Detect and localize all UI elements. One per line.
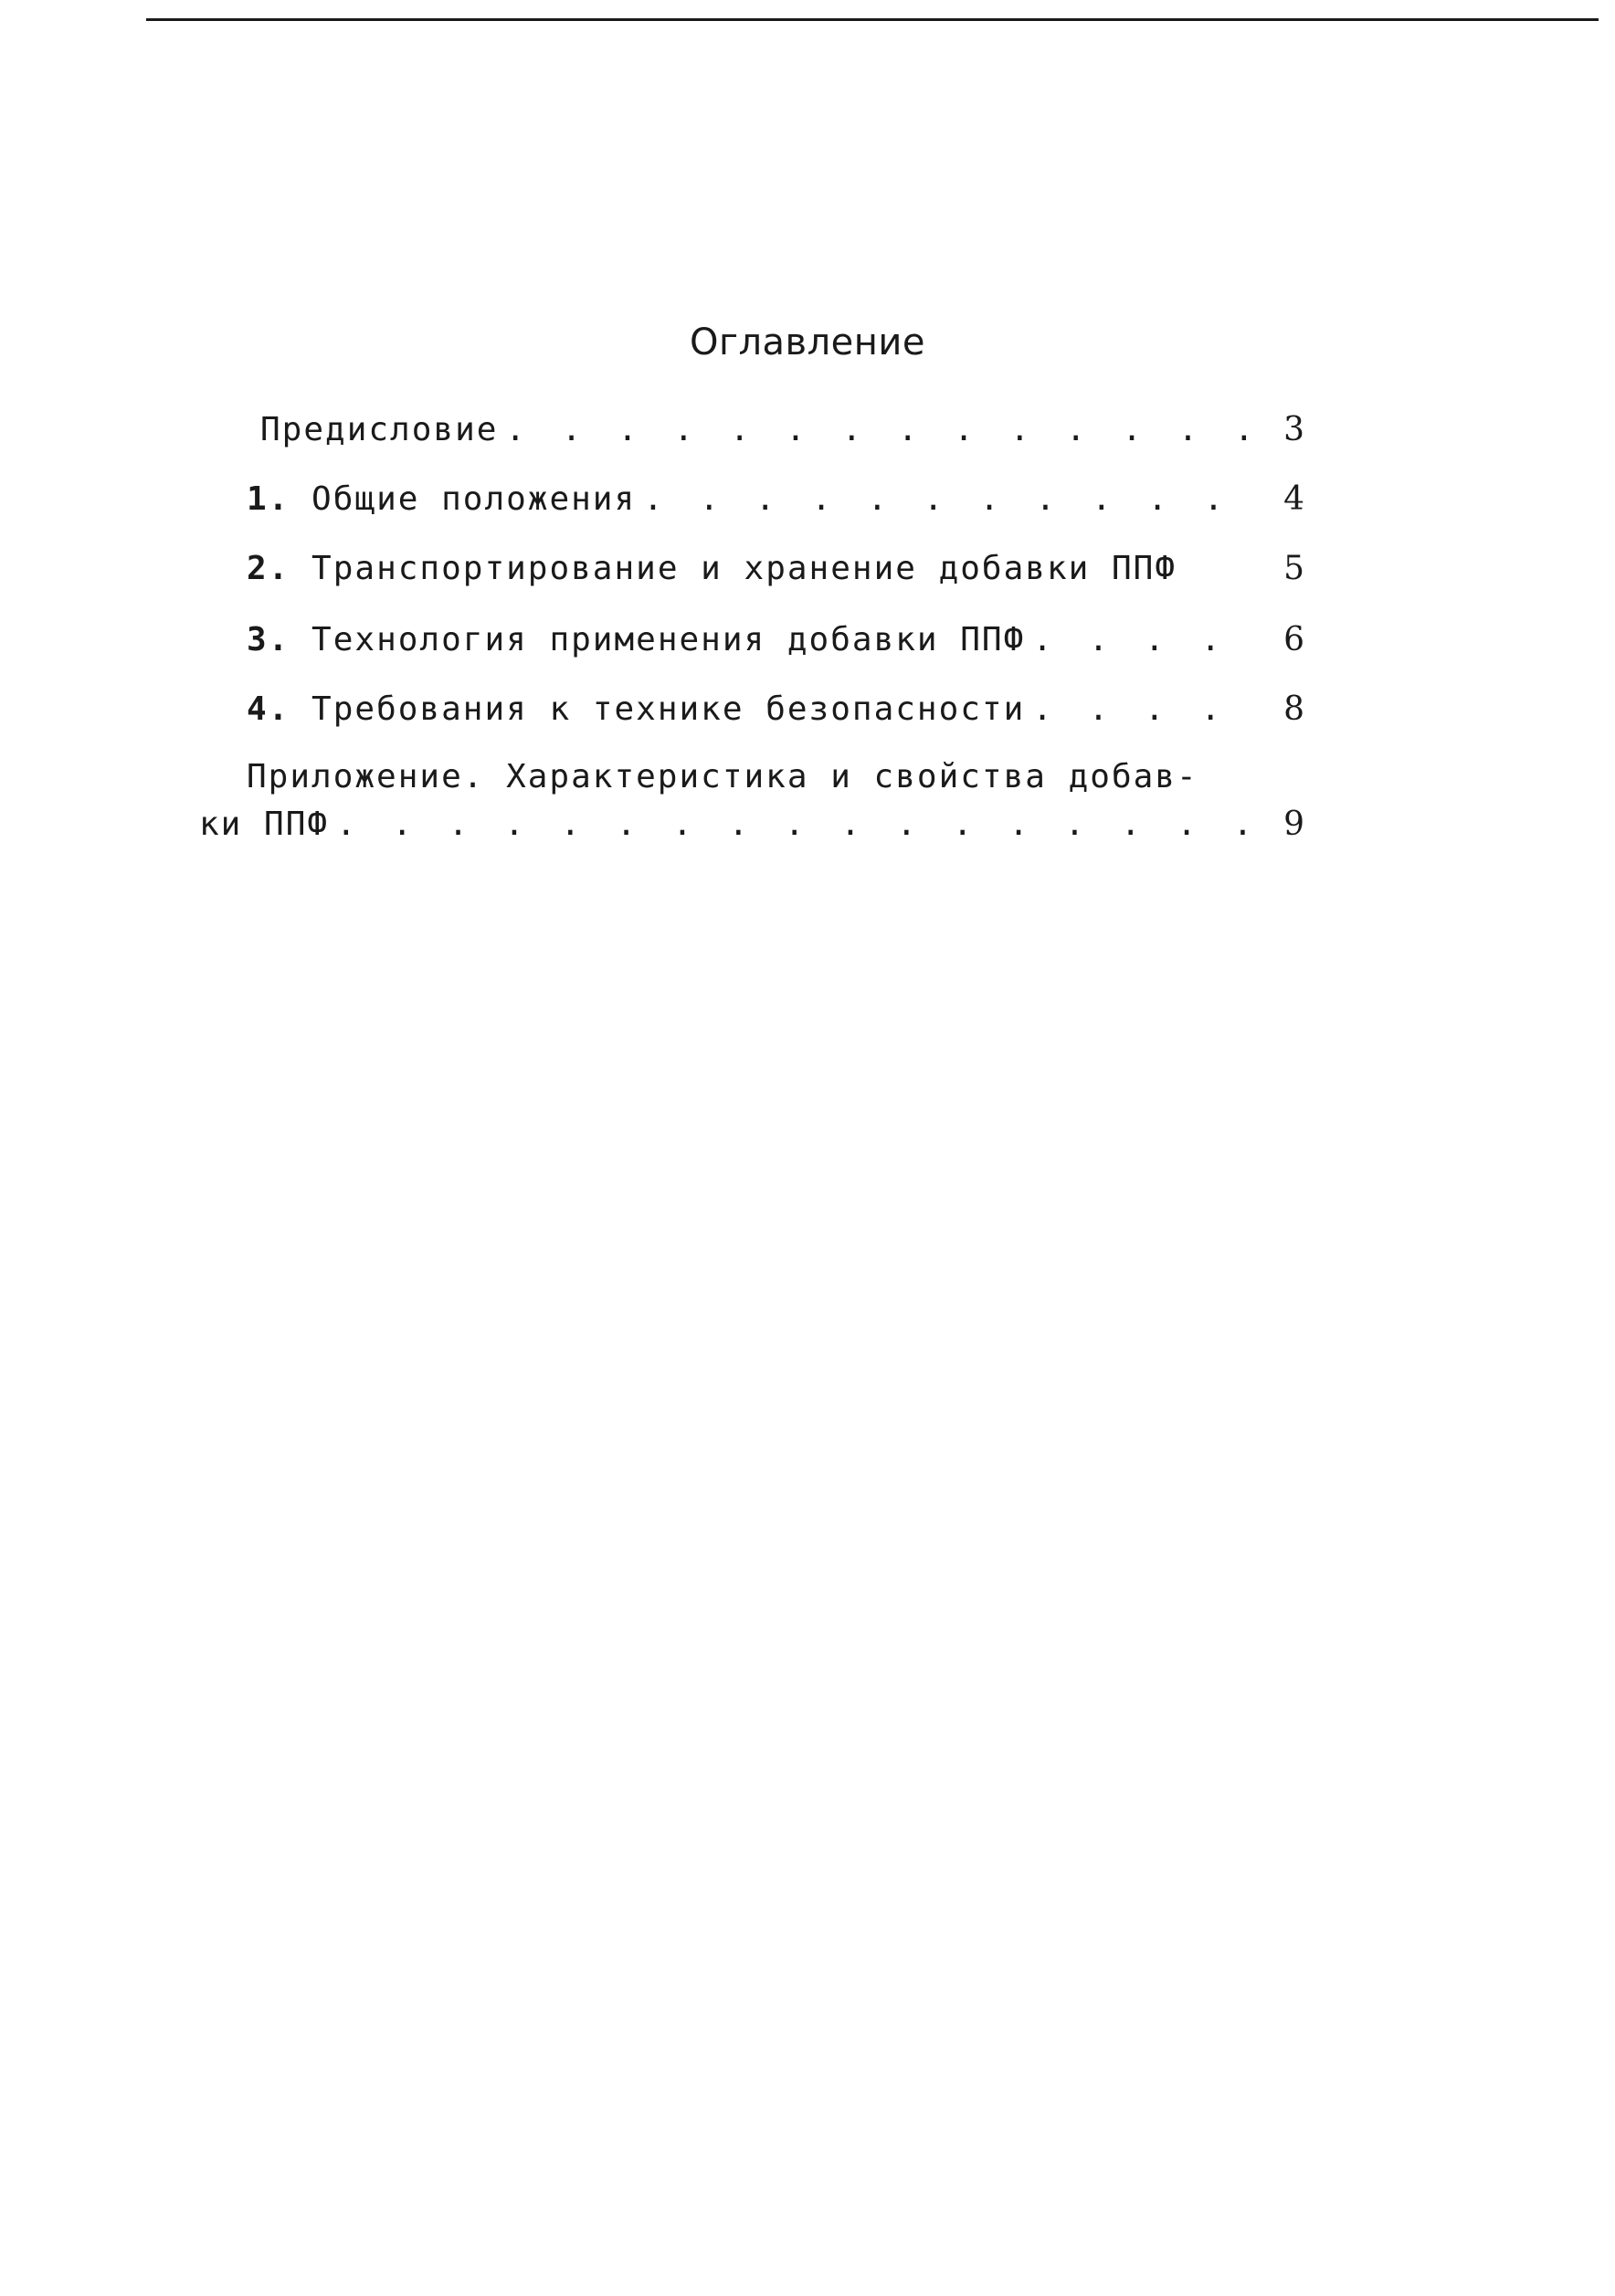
toc-entry-text: Предисловие [260, 411, 499, 448]
toc-entry-number: 3. [247, 621, 290, 658]
toc-entry-label [247, 480, 636, 518]
toc-entry-appendix-line1[interactable]: Приложение. Характеристика и свойства добав- [247, 758, 1198, 795]
toc-entry-text: Транспортирование и хранение добавки ППФ [311, 550, 1177, 587]
toc-dot-leader [1025, 621, 1251, 658]
toc-entry-label [247, 690, 1025, 728]
toc-dot-leader [329, 806, 1251, 843]
toc-entry-1[interactable] [247, 480, 1306, 526]
toc-title: Оглавление [689, 321, 926, 363]
toc-dot-leader [636, 480, 1251, 518]
toc-entry-number: 1. [247, 480, 290, 518]
toc-entry-text: ки ППФ [199, 806, 330, 843]
toc-entry-label [247, 550, 1177, 587]
toc-entry-preface[interactable] [260, 411, 1306, 457]
toc-page-number: 3 [1283, 411, 1306, 448]
toc-page-number: 8 [1283, 690, 1306, 728]
top-rule [146, 18, 1599, 21]
toc-page-number: 4 [1283, 480, 1306, 518]
toc-entry-3[interactable] [247, 621, 1306, 667]
toc-entry-text: Общие положения [311, 480, 637, 518]
toc-entry-number: 4. [247, 690, 290, 728]
toc-entry-4[interactable] [247, 690, 1306, 736]
toc-dot-leader [1025, 690, 1251, 728]
toc-dot-leader [498, 411, 1251, 448]
toc-entry-text: Требования к технике безопасности [311, 690, 1026, 728]
toc-page-number: 6 [1283, 621, 1306, 658]
toc-entry-2[interactable] [247, 550, 1306, 595]
toc-entry-number: 2. [247, 550, 290, 587]
toc-page-number: 5 [1283, 550, 1306, 587]
toc-entry-text: Технология применения добавки ППФ [311, 621, 1026, 658]
toc-entry-appendix-line2[interactable] [199, 806, 1306, 851]
toc-page-number: 9 [1283, 806, 1306, 843]
toc-entry-label [247, 621, 1025, 658]
